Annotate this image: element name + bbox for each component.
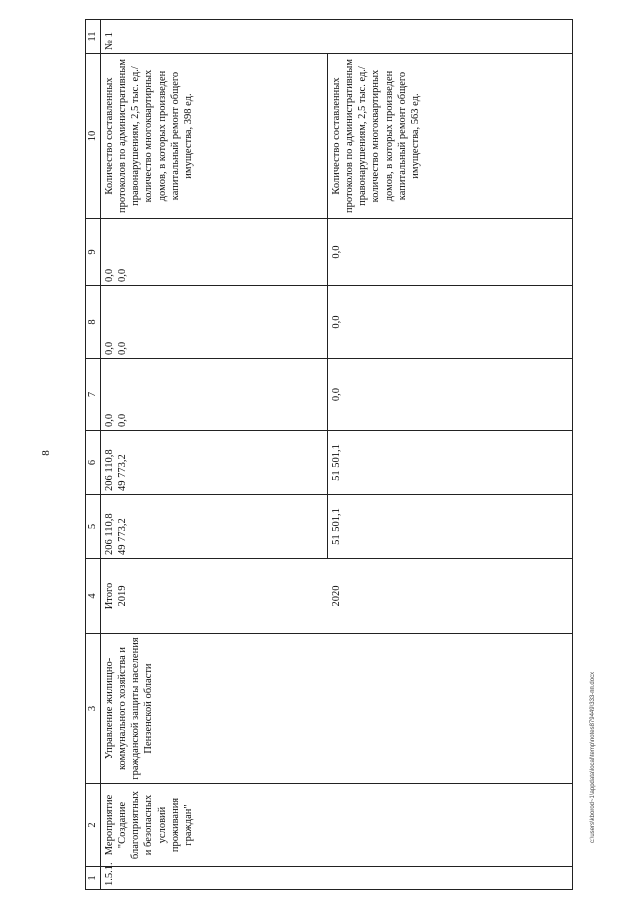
col6-2019: 49 773,2	[117, 454, 129, 491]
col8-total: 0,0	[104, 341, 115, 355]
col8-2020: 0,0	[328, 286, 573, 359]
col-header-10: 10	[86, 54, 101, 219]
year-total: Итого	[104, 582, 115, 610]
col6-total: 206 110,8	[104, 449, 115, 491]
col-header-6: 6	[86, 431, 101, 495]
col7-cell	[101, 359, 328, 431]
table-row	[101, 20, 328, 890]
col-header-9: 9	[86, 219, 101, 286]
col-header-1: 1	[86, 867, 101, 890]
col5-cell	[101, 495, 328, 559]
col9-2019: 0,0	[117, 268, 129, 282]
col-header-3: 3	[86, 634, 101, 784]
indicator-2019: Количество составленных протоколов по административным правонарушениям, 2,5 тыс. ед./ количество многоквартирных домов, в которых произведен капитальный ремонт общего имущества, 398 ед.	[101, 54, 328, 219]
col7-2020: 0,0	[328, 359, 573, 431]
program-table	[85, 19, 573, 890]
col9-2020: 0,0	[328, 219, 573, 286]
year-cell	[101, 559, 328, 634]
indicator-2020: Количество составленных протоколов по административным правонарушениям, 2,5 тыс. ед./ количество многоквартирных домов, в которых произведен капитальный ремонт общего имущества, 563 ед.	[328, 54, 573, 219]
col-header-11: 11	[86, 20, 101, 54]
col9-cell	[101, 219, 328, 286]
year-2020: 2020	[328, 559, 573, 634]
col-header-8: 8	[86, 286, 101, 359]
column-number-row	[86, 20, 101, 890]
col-header-5: 5	[86, 495, 101, 559]
file-path-footer: c:\users\kborod~1\appdata\local\temp\notes879449\333-пп.docx	[590, 671, 596, 843]
rotated-table-container	[85, 20, 613, 890]
col6-2020: 51 501,1	[328, 431, 573, 495]
row-number: 1.5.1.	[101, 867, 573, 890]
event-name: Мероприятие "Создание благоприятных и безопасных условий проживания граждан"	[101, 784, 573, 867]
col-header-7: 7	[86, 359, 101, 431]
col8-cell	[101, 286, 328, 359]
page-number: 8	[40, 450, 52, 456]
col-header-4: 4	[86, 559, 101, 634]
col7-total: 0,0	[104, 413, 115, 427]
executor-name: Управление жилищно-коммунального хозяйства и гражданской защиты населения Пензенской области	[101, 634, 573, 784]
col7-2019: 0,0	[117, 413, 129, 427]
col11-cell: № 1	[101, 20, 573, 54]
col5-2020: 51 501,1	[328, 495, 573, 559]
col5-total: 206 110,8	[104, 513, 115, 555]
year-2019: 2019	[117, 585, 129, 607]
col9-total: 0,0	[104, 268, 115, 282]
col8-2019: 0,0	[117, 341, 129, 355]
col6-cell	[101, 431, 328, 495]
col5-2019: 49 773,2	[117, 518, 129, 555]
col-header-2: 2	[86, 784, 101, 867]
